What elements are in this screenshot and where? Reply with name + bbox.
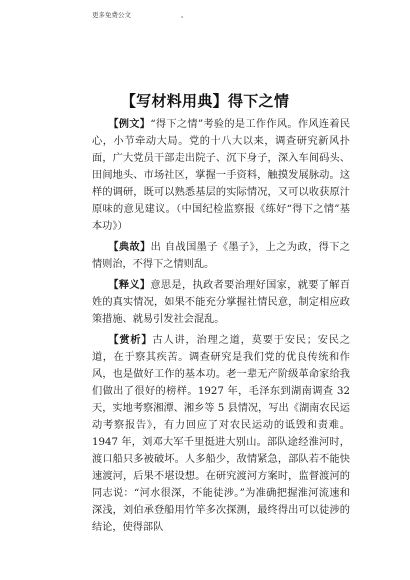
paragraph-example bbox=[92, 116, 350, 235]
section-text-meaning: 意思是，执政者要治理好国家，就要了解百姓的真实情况，如果不能充分掌握社情民意，制定相应政策措施、就易引发社会混乱。 bbox=[92, 280, 351, 325]
article-body bbox=[92, 116, 350, 540]
section-text-allusion: 出 自战国墨子《墨子》，上之为政，得下之情则治，不得下之情则乱。 bbox=[92, 242, 350, 270]
header-site-text: 更多免费公文 bbox=[92, 11, 131, 19]
paragraph-allusion bbox=[92, 239, 350, 273]
paragraph-meaning bbox=[92, 277, 350, 328]
page-title: 【写材料用典】得下之情 bbox=[120, 92, 290, 110]
section-tag-meaning: 【释义】 bbox=[108, 279, 151, 291]
paragraph-appreciation bbox=[92, 332, 350, 536]
section-tag-allusion: 【典故】 bbox=[108, 241, 151, 253]
section-tag-appreciation: 【赏析】 bbox=[108, 334, 153, 346]
section-tag-example: 【例文】 bbox=[108, 118, 151, 130]
section-text-appreciation: 古人讲，治理之道，莫要于安民；安民之道，在于察其疾苦。调查研究是我们党的优良传统和作风，也是做好工作的基本功。老一辈无产阶级革命家给我们做出了很好的榜样。1927 年，毛泽东到湖南调查 32 天，实地考察湘潭、湘乡等 5 县情况，写出《湖南农民运动考察报告》，有力回应了对农民运动的诋毁和责难。1947 年，刘邓大军千里挺进大别山。部队途经淮河时，渡口船只多被破坏。人多船少，敌情紧急，部队若不能快速渡河，后果不堪设想。在研究渡河方案时，监督渡河的同志说：“河水很深，不能徒涉。”为准确把握淮河流速和深浅，刘伯承登船用竹竿多次探测，最终得出可以徒涉的结论，使得部队 bbox=[92, 335, 351, 533]
section-text-example: “得下之情”考验的是工作作风。作风连着民心，小节牵动大局。党的十八大以来，调查研究新风扑面，广大党员干部走出院子、沉下身子，深入车间码头、田间地头、市场社区，掌握一手资料，触摸发展脉动。这样的调研，既可以熟悉基层的实际情况，又可以收获原汁原味的意见建议。（中国纪检监察报《练好“得下之情”基本功》） bbox=[92, 119, 351, 232]
header-mark: 。 bbox=[181, 11, 188, 19]
page-header bbox=[92, 10, 188, 19]
